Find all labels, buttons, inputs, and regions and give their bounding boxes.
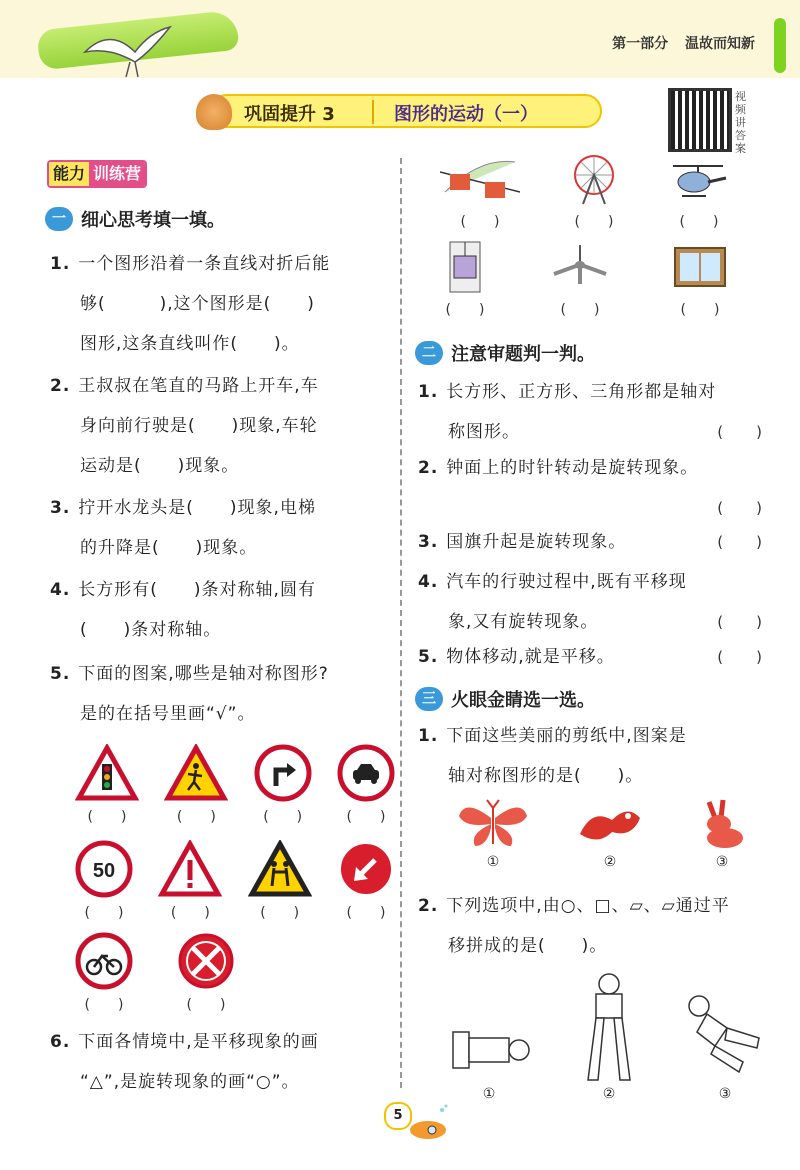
page-number: 5 [384, 1102, 412, 1130]
option-1[interactable] [455, 798, 531, 870]
option-label: ① [482, 1086, 496, 1102]
header-breadcrumb [600, 33, 755, 53]
figure-options [445, 972, 765, 1102]
judge-question-1: 1. 长方形、正方形、三角形都是轴对 称图形。 ( ) [418, 372, 763, 452]
answer-blank[interactable]: ( ) [717, 499, 763, 517]
sign-warning [158, 840, 222, 922]
fill-question-4: 4. 长方形有( )条对称轴,圆有 ( )条对称轴。 [50, 570, 395, 650]
seagull-icon [80, 22, 175, 82]
lesson-title-bar [210, 94, 602, 128]
dragon-papercut-icon [572, 798, 648, 850]
header-part: 第一部分 [612, 36, 669, 52]
option-label: ② [603, 854, 617, 870]
answer-blank[interactable]: ( ) [460, 214, 500, 230]
option-3[interactable] [689, 798, 755, 870]
answer-blank[interactable]: ( ) [560, 302, 600, 318]
sign-turn-right [254, 744, 312, 826]
choose-question-2: 2. 下列选项中,由○、□、▱、▱通过平 移拼成的是( )。 [418, 886, 763, 966]
fill-question-6: 6. 下面各情境中,是平移现象的画 “△”,是旋转现象的画“○”。 [50, 1022, 395, 1102]
fill-question-3: 3. 拧开水龙头是( )现象,电梯 的升降是( )现象。 [50, 488, 395, 568]
children-sign-icon [248, 840, 312, 898]
answer-blank[interactable]: ( ) [346, 905, 386, 921]
pedestrian-sign-icon [164, 744, 228, 802]
bicycle-sign-icon [75, 932, 133, 990]
figure-option-1[interactable] [445, 992, 533, 1102]
sign-arrow-down-left [337, 840, 395, 922]
answer-blank[interactable]: ( ) [574, 214, 614, 230]
shell-icon [196, 94, 232, 130]
scene-elevator [440, 240, 490, 319]
section-title: 细心思考填一填。 [81, 210, 225, 231]
fill-question-2: 2. 王叔叔在笔直的马路上开车,车 身向前行驶是( )现象,车轮 运动是( )现象。 [50, 366, 395, 486]
judge-question-3: 3. 国旗升起是旋转现象。 ( ) [418, 522, 763, 562]
fill-question-1: 1. 一个图形沿着一条直线对折后能 够( ),这个图形是( ) 图形,这条直线叫作( )。 [50, 244, 395, 364]
answer-blank[interactable]: ( ) [679, 214, 719, 230]
scenes-row-2 [440, 240, 730, 319]
option-label: ① [486, 854, 500, 870]
judge-question-2: 2. 钟面上的时针转动是旋转现象。 ( ) [418, 448, 763, 528]
jq3-line1: 国旗升起是旋转现象。 [446, 532, 627, 552]
q6-line2: “△”,是旋转现象的画“○”。 [80, 1072, 300, 1092]
answer-blank[interactable]: ( ) [186, 997, 226, 1013]
answer-blank[interactable]: ( ) [717, 533, 763, 551]
sign-pedestrian [164, 744, 228, 826]
signs-row-1 [75, 744, 395, 826]
q2-line2: 身向前行驶是( )现象,车轮 [80, 416, 318, 436]
speed-limit-sign-icon [75, 840, 133, 898]
choose-question-1: 1. 下面这些美丽的剪纸中,图案是 轴对称图形的是( )。 [418, 716, 763, 796]
figure-option-3[interactable] [685, 992, 765, 1102]
signs-row-2 [75, 840, 395, 922]
scenes-row-1 [440, 152, 730, 231]
papercut-options [455, 798, 755, 870]
answer-blank[interactable]: ( ) [170, 905, 210, 921]
badge-part-a: 能力 [49, 162, 89, 186]
section-number: 三 [415, 687, 443, 711]
q4-line2: ( )条对称轴。 [80, 620, 222, 640]
q6-line1: 下面各情境中,是平移现象的画 [78, 1032, 319, 1052]
rabbit-papercut-icon [689, 798, 755, 850]
section-header-judge [415, 340, 595, 366]
answer-blank[interactable]: ( ) [263, 809, 303, 825]
answer-blank[interactable]: ( ) [260, 905, 300, 921]
answer-blank[interactable]: ( ) [84, 905, 124, 921]
sign-children [248, 840, 312, 922]
column-divider [400, 158, 402, 1088]
answer-blank[interactable]: ( ) [87, 809, 127, 825]
q1-line1: 一个图形沿着一条直线对折后能 [78, 254, 331, 274]
cable-car-icon [440, 152, 520, 207]
answer-blank[interactable]: ( ) [717, 613, 763, 631]
cq2-line2: 移拼成的是( )。 [448, 936, 608, 956]
answer-blank[interactable]: ( ) [346, 809, 386, 825]
sign-bicycle [75, 932, 133, 1014]
sign-no-car [337, 744, 395, 826]
signs-row-3 [75, 932, 235, 1014]
standing-figure-icon [574, 972, 644, 1082]
q1-line3: 图形,这条直线叫作( )。 [80, 334, 300, 354]
q2-line1: 王叔叔在笔直的马路上开车,车 [78, 376, 319, 396]
q3-line2: 的升降是( )现象。 [80, 538, 258, 558]
no-stopping-sign-icon [177, 932, 235, 990]
judge-question-4: 4. 汽车的行驶过程中,既有平移现 象,又有旋转现象。 ( ) [418, 562, 763, 642]
qr-code-icon[interactable] [668, 88, 732, 152]
fill-question-5: 5. 下面的图案,哪些是轴对称图形? 是的在括号里画“√”。 [50, 654, 395, 734]
jq4-line2: 象,又有旋转现象。 [448, 612, 599, 632]
badge-part-b: 训练营 [89, 162, 145, 186]
answer-blank[interactable]: ( ) [680, 302, 720, 318]
cq2-line1: 下列选项中,由○、□、▱、▱通过平 [446, 896, 730, 916]
window-icon [670, 240, 730, 295]
ferris-wheel-icon [569, 152, 619, 207]
answer-blank[interactable]: ( ) [84, 997, 124, 1013]
lesson-number: 巩固提升 3 [244, 104, 335, 125]
section-number: 二 [415, 341, 443, 365]
q5-line1: 下面的图案,哪些是轴对称图形? [78, 664, 329, 684]
butterfly-papercut-icon [455, 798, 531, 850]
page-footer [384, 1102, 454, 1142]
answer-blank[interactable]: ( ) [717, 423, 763, 441]
judge-question-5: 5. 物体移动,就是平移。 ( ) [418, 637, 763, 677]
q3-line1: 拧开水龙头是( )现象,电梯 [78, 498, 316, 518]
sign-no-stopping [177, 932, 235, 1014]
section-header-fill [45, 206, 225, 232]
jq1-line1: 长方形、正方形、三角形都是轴对 [446, 382, 717, 402]
scene-cable-car [440, 152, 520, 231]
ability-badge [47, 160, 147, 188]
scene-helicopter [668, 152, 730, 231]
jq1-line2: 称图形。 [448, 422, 520, 442]
q1-line2: 够( ),这个图形是( ) [80, 294, 315, 314]
header-section: 温故而知新 [685, 36, 755, 52]
option-label: ② [602, 1086, 616, 1102]
jq2-line1: 钟面上的时针转动是旋转现象。 [446, 458, 699, 478]
section-title: 火眼金睛选一选。 [451, 690, 595, 711]
section-title: 注意审题判一判。 [451, 344, 595, 365]
scene-ceiling-fan [550, 240, 610, 319]
lying-figure-icon [445, 992, 533, 1082]
cq1-line2: 轴对称图形的是( )。 [448, 766, 644, 786]
q4-line1: 长方形有( )条对称轴,圆有 [78, 580, 316, 600]
option-label: ③ [715, 854, 729, 870]
jq4-line1: 汽车的行驶过程中,既有平移现 [446, 572, 687, 592]
tilted-figure-icon [685, 992, 765, 1082]
section-number: 一 [45, 207, 73, 231]
ceiling-fan-icon [550, 240, 610, 295]
scene-ferris-wheel [569, 152, 619, 231]
helicopter-icon [668, 152, 730, 207]
qr-label: 视频讲答案 [735, 90, 746, 155]
car-sign-icon [337, 744, 395, 802]
elevator-icon [440, 240, 490, 295]
sign-speed-50 [75, 840, 133, 922]
sign-traffic-light [75, 744, 139, 826]
turn-right-sign-icon [254, 744, 312, 802]
answer-blank[interactable]: ( ) [176, 809, 216, 825]
cq1-line1: 下面这些美丽的剪纸中,图案是 [446, 726, 687, 746]
scene-sliding-window [670, 240, 730, 319]
title-divider [372, 100, 374, 124]
arrow-down-left-sign-icon [337, 840, 395, 898]
corner-tab [774, 18, 786, 73]
speed-limit-text: 50 [92, 860, 116, 882]
answer-blank[interactable]: ( ) [717, 648, 763, 666]
section-header-choose [415, 686, 595, 712]
answer-blank[interactable]: ( ) [445, 302, 485, 318]
lesson-title: 图形的运动（一） [394, 104, 538, 125]
jq5-line1: 物体移动,就是平移。 [446, 647, 615, 667]
option-2[interactable] [572, 798, 648, 870]
traffic-light-sign-icon [75, 744, 139, 802]
figure-option-2[interactable] [574, 972, 644, 1102]
q2-line3: 运动是( )现象。 [80, 456, 240, 476]
warning-sign-icon [158, 840, 222, 898]
q5-line2: 是的在括号里画“√”。 [80, 704, 256, 724]
option-label: ③ [718, 1086, 732, 1102]
